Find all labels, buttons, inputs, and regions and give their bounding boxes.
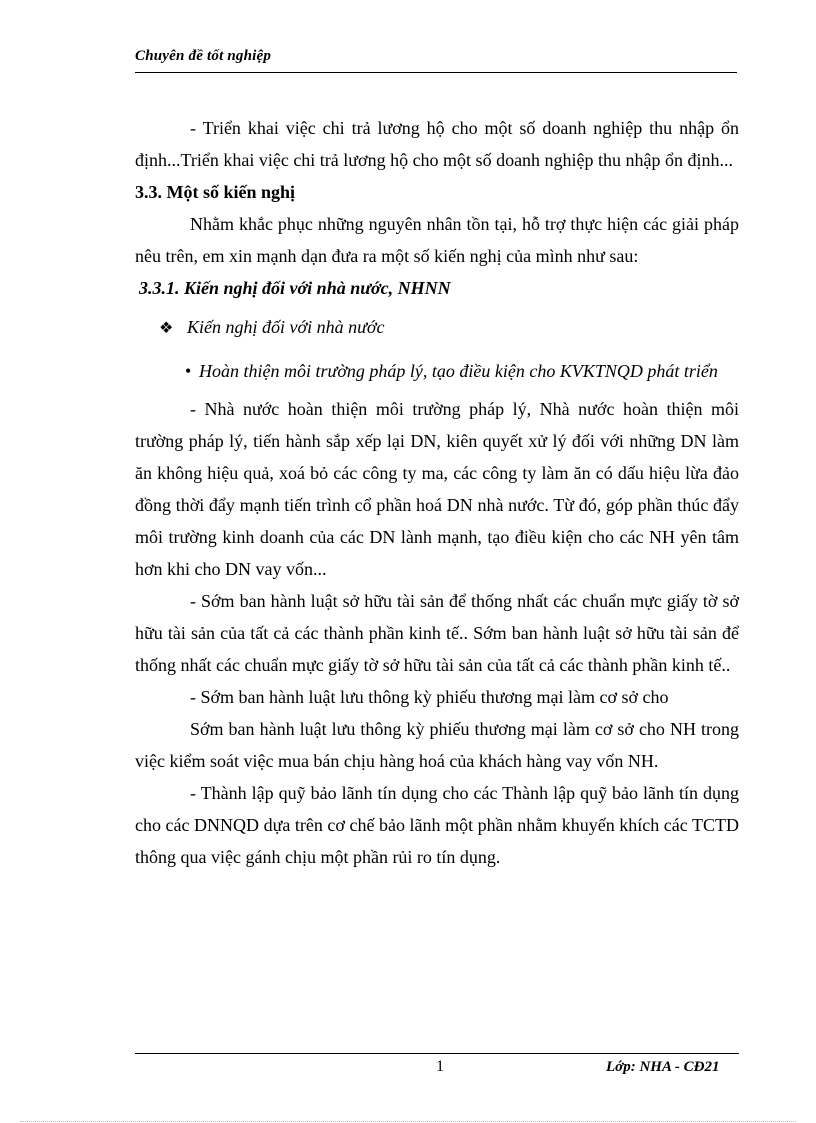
diamond-bullet-item [159, 313, 739, 343]
page-body [135, 112, 739, 873]
running-header-title: Chuyên đề tốt nghiệp [135, 48, 272, 64]
diamond-bullet-icon: ❖ [159, 320, 174, 337]
paragraph-property-law: - Sớm ban hành luật sở hữu tài sản để thống nhất các chuẩn mực giấy tờ sở hữu tài sản của tất cả các thành phần kinh tế.. Sớm ban hành luật sở hữu tài sản để thống nhất các chuẩn mực giấy tờ sở hữu tài sản của tất cả các thành phần kinh tế.. [135, 591, 739, 675]
section-heading: 3.3. Một số kiến nghị [135, 182, 296, 202]
dot-bullet-text: Hoàn thiện môi trường pháp lý, tạo điều kiện cho KVKTNQD phát triển [199, 361, 718, 381]
subsection-heading: 3.3.1. Kiến nghị đối với nhà nước, NHNN [139, 278, 451, 298]
class-label: Lớp: NHA - CĐ21 [606, 1059, 720, 1075]
paragraph-credit-guarantee-fund: - Thành lập quỹ bảo lãnh tín dụng cho các Thành lập quỹ bảo lãnh tín dụng cho các DNNQD dựa trên cơ chế bảo lãnh một phần nhằm khuyến khích các TCTD thông qua việc gánh chịu một phần rủi ro tín dụng. [135, 783, 739, 867]
paragraph-commercial-paper: Sớm ban hành luật lưu thông kỳ phiếu thương mại làm cơ sở cho NH trong việc kiểm soát việc mua bán chịu hàng hoá của khách hàng vay vốn NH. [135, 719, 739, 771]
diamond-bullet-text: Kiến nghị đối với nhà nước [187, 317, 385, 337]
paragraph-intro-recommendations: Nhằm khắc phục những nguyên nhân tồn tại, hỗ trợ thực hiện các giải pháp nêu trên, em xin mạnh dạn đưa ra một số kiến nghị của mình như sau: [135, 214, 739, 266]
page-bottom-edge [20, 1121, 796, 1122]
dot-bullet-icon: • [185, 361, 192, 381]
header-divider [135, 72, 737, 73]
paragraph-salary-payment: - Triển khai việc chi trả lương hộ cho một số doanh nghiệp thu nhập ổn định...Triển khai việc chi trả lương hộ cho một số doanh nghiệp thu nhập ổn định... [135, 118, 739, 170]
page-number: 1 [436, 1058, 444, 1075]
paragraph-commercial-paper-line1: - Sớm ban hành luật lưu thông kỳ phiếu thương mại làm cơ sở cho [190, 687, 669, 707]
paragraph-legal-environment: - Nhà nước hoàn thiện môi trường pháp lý, Nhà nước hoàn thiện môi trường pháp lý, tiến hành sắp xếp lại DN, kiên quyết xử lý đối với những DN làm ăn không hiệu quả, xoá bỏ các công ty ma, các công ty làm ăn có dấu hiệu lừa đảo đồng thời đẩy mạnh tiến trình cổ phần hoá DN nhà nước. Từ đó, góp phần thúc đẩy môi trường kinh doanh của các DN lành mạnh, tạo điều kiện cho các NH yên tâm hơn khi cho DN vay vốn... [135, 399, 739, 579]
dot-bullet-item [185, 357, 739, 385]
footer-divider [135, 1053, 739, 1054]
